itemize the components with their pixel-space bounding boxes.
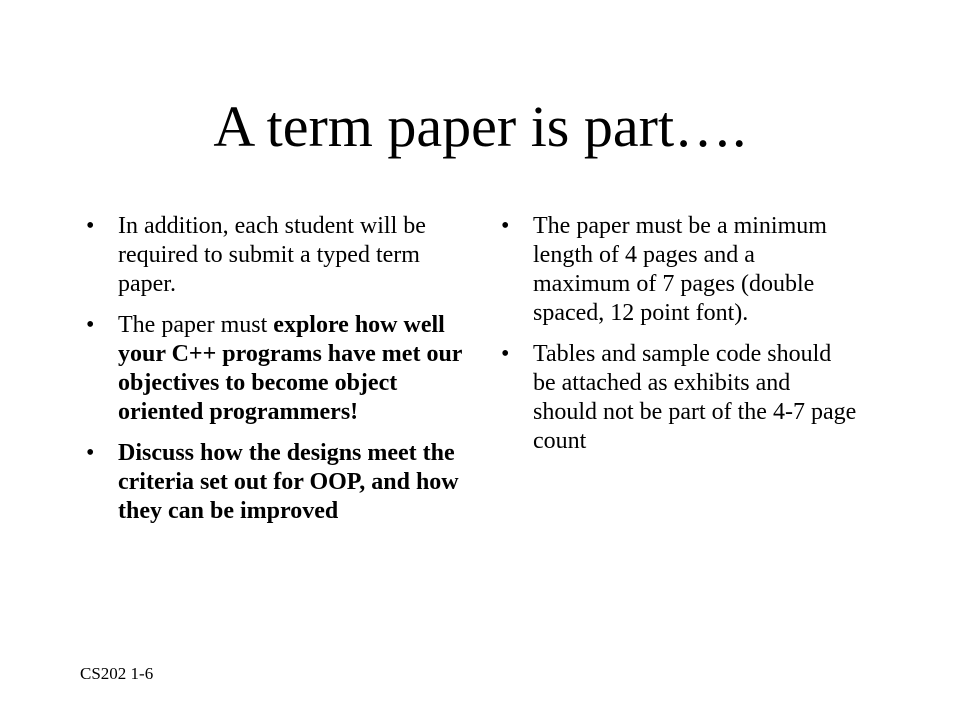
bullet-icon: • [501, 213, 510, 239]
bullet-item [497, 212, 857, 328]
right-bullet-list [497, 212, 857, 468]
bullet-item [82, 439, 472, 526]
bullet-item [82, 311, 472, 427]
bullet-item [82, 212, 472, 299]
bullet-text: Tables and sample code should be attached as exhibits and should not be part of the 4-7 page count [533, 341, 857, 454]
bullet-icon: • [86, 312, 95, 338]
bullet-text: In addition, each student will be required to submit a typed term paper. [118, 213, 426, 297]
slide-footer: CS202 1-6 [80, 664, 154, 683]
bullet-icon: • [86, 440, 95, 466]
bullet-text-emphasis: explore how well your C++ programs have met our objectives to become object oriented programmers! [118, 312, 463, 425]
bullet-text-emphasis: Discuss how the designs meet the criteria set out for OOP, and how they can be improved [118, 440, 459, 524]
slide-title: A term paper is part…. [213, 94, 747, 159]
bullet-icon: • [86, 213, 95, 239]
bullet-item [497, 340, 857, 456]
bullet-text: The paper must be a minimum length of 4 pages and a maximum of 7 pages (double spaced, 12 point font). [533, 213, 827, 326]
left-bullet-list [82, 212, 472, 538]
bullet-icon: • [501, 341, 510, 367]
bullet-text: The paper must [118, 312, 274, 338]
